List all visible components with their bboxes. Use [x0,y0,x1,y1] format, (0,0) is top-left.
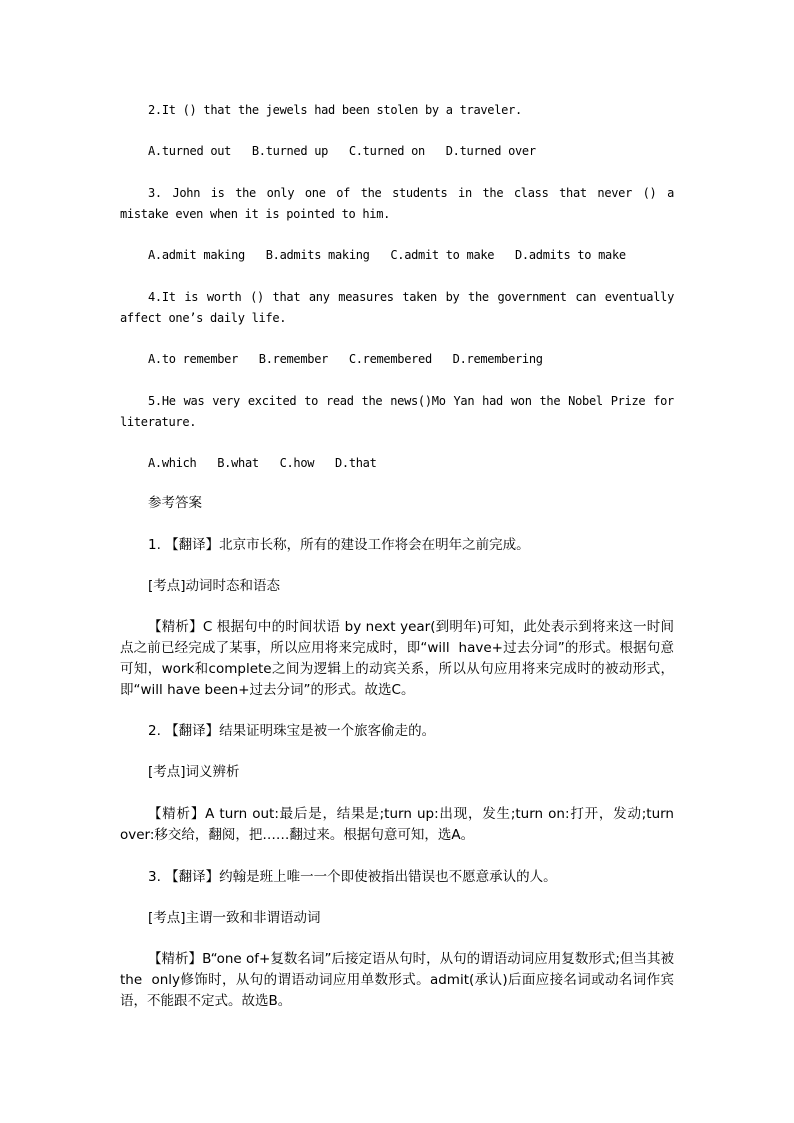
question-5-options: A.which B.what C.how D.that [148,456,377,470]
question-2-options: A.turned out B.turned up C.turned on D.turned over [148,144,536,158]
answer-2-analysis: 【精析】A turn out:最后是，结果是;turn up:出现，发生;turn on:打开，发动;turn over:移交给，翻阅，把……翻过来。根据句意可知，选A。 [120,806,679,843]
question-3-options: A.admit making B.admits making C.admit to make D.admits to make [148,248,626,262]
answer-3-analysis: 【精析】B“one of+复数名词”后接定语从句时，从句的谓语动词应用复数形式;但当其被 the only修饰时，从句的谓语动词应用单数形式。admit(承认)后面应接名词或动名词作宾语，不能跟不定式。故选B。 [120,951,679,1009]
answers-heading: 参考答案 [148,495,202,511]
question-5-stem: 5.He was very excited to read the news()Mo Yan had won the Nobel Prize for literature. [120,394,681,429]
answer-1-analysis: 【精析】C 根据句中的时间状语 by next year(到明年)可知，此处表示到将来这一时间点之前已经完成了某事，所以应用将来完成时，即“will have+过去分词”的形式。根据句意可知，work和complete之间为逻辑上的动宾关系，所以从句应用将来完成时的被动形式，即“will have been+过去分词”的形式。故选C。 [120,619,674,698]
answer-2-kaodian: [考点]词义辨析 [148,764,240,780]
answer-2-translation: 2. 【翻译】结果证明珠宝是被一个旅客偷走的。 [148,723,436,739]
answer-3-kaodian: [考点]主谓一致和非谓语动词 [148,910,321,926]
question-3-stem: 3. John is the only one of the students in the class that never () a mistake even when it is pointed to him. [120,186,681,221]
answer-3-translation: 3. 【翻译】约翰是班上唯一一个即使被指出错误也不愿意承认的人。 [148,869,557,885]
question-4-options: A.to remember B.remember C.remembered D.remembering [148,352,543,366]
question-4-stem: 4.It is worth () that any measures taken by the government can eventually affect one’s daily life. [120,290,681,325]
answer-1-translation: 1. 【翻译】北京市长称，所有的建设工作将会在明年之前完成。 [148,537,530,553]
answer-1-kaodian: [考点]动词时态和语态 [148,578,281,594]
question-2-stem: 2.It () that the jewels had been stolen by a traveler. [148,103,522,117]
